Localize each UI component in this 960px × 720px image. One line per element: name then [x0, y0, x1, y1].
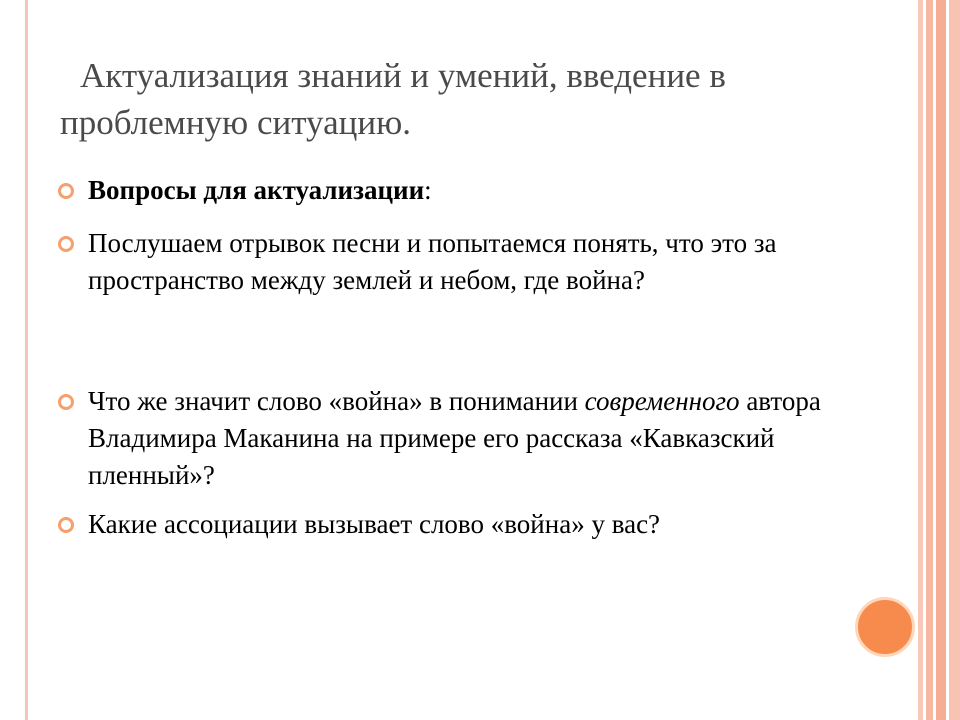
list-item	[58, 383, 838, 494]
stripe	[926, 0, 933, 720]
bullet-text: Что же значит слово «война» в понимании	[88, 386, 585, 416]
bullet-italic-text: современного	[584, 386, 740, 416]
orange-circle-icon	[855, 597, 915, 657]
list-item	[58, 172, 838, 209]
bullet-ring-icon	[58, 517, 74, 533]
list-item	[58, 506, 838, 543]
bullet-text: автора Владимира Маканина на примере его рассказа «Кавказский пленный»?	[88, 386, 821, 490]
right-decorative-stripes	[918, 0, 960, 720]
bullet-text: Послушаем отрывок песни и попытаемся понять, что это за пространство между землей и небом, где война?	[88, 228, 777, 295]
bullet-text: :	[424, 175, 432, 205]
bullet-bold-text: Вопросы для актуализации	[88, 175, 425, 205]
left-border	[0, 0, 28, 720]
bullet-ring-icon	[58, 394, 74, 410]
bullet-ring-icon	[58, 236, 74, 252]
bullet-ring-icon	[58, 183, 74, 199]
stripe	[949, 0, 960, 720]
list-item	[58, 225, 838, 299]
bullet-text: Какие ассоциации вызывает слово «война» у вас?	[88, 509, 661, 539]
slide-title: Актуализация знаний и умений, введение в проблемную ситуацию.	[60, 56, 726, 142]
stripe	[936, 0, 946, 720]
bullet-list	[58, 172, 838, 543]
